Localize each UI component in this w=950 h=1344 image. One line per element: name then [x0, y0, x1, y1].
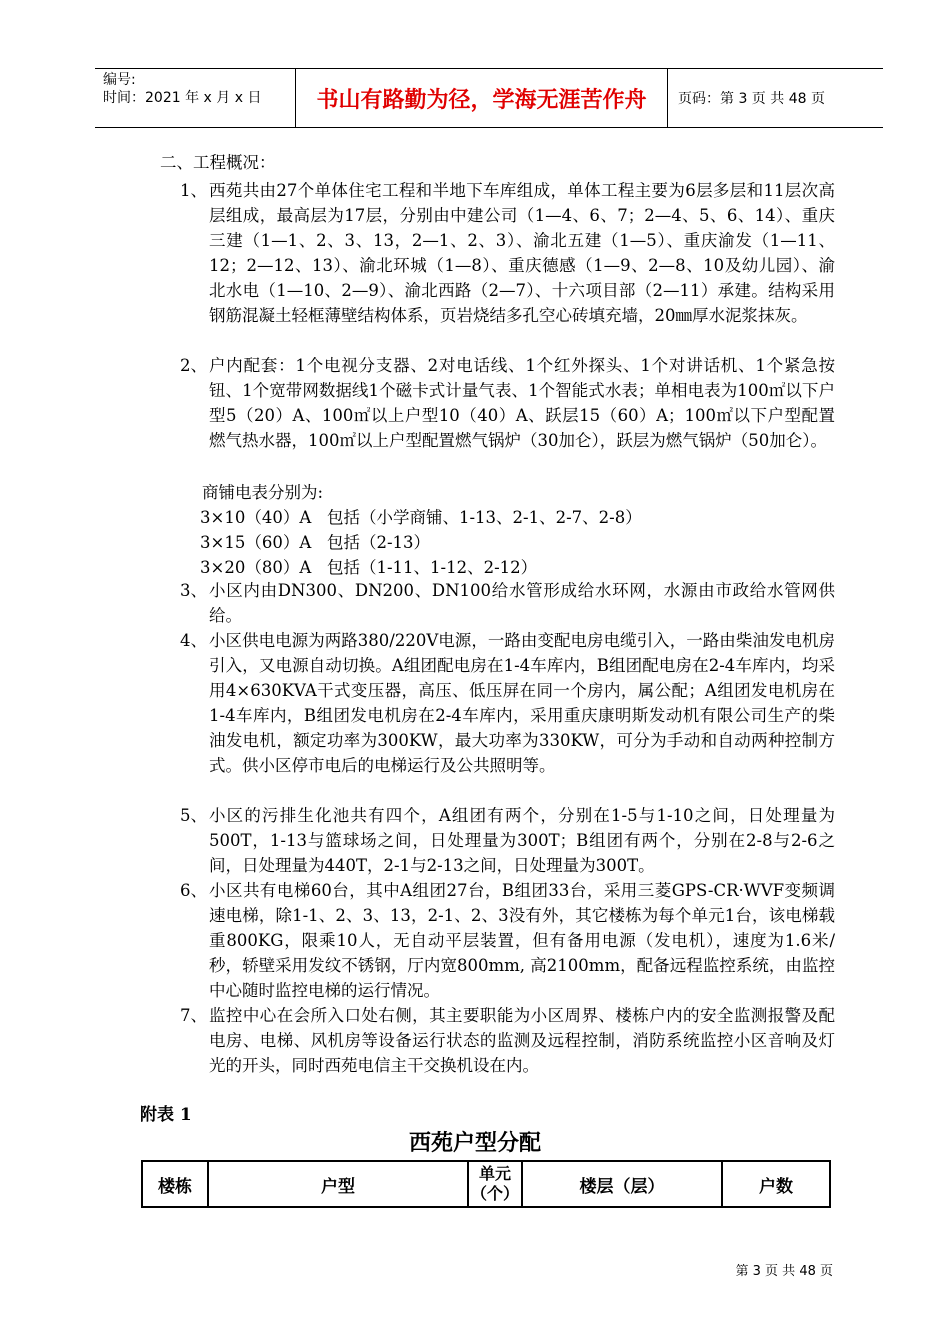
- item-number: 1、: [180, 181, 207, 200]
- shop-meter-line: 3×20（80）A 包括（1-11、1-12、2-12）: [200, 558, 538, 577]
- item-number: 4、: [180, 631, 207, 650]
- page-header: [95, 68, 883, 128]
- list-item: [180, 353, 835, 453]
- item-number: 3、: [180, 581, 207, 600]
- unit-allocation-table: [141, 1160, 831, 1208]
- column-header: 户型: [208, 1161, 468, 1207]
- list-item: [180, 803, 835, 878]
- item-text: 小区的污排生化池共有四个，A组团有两个，分别在1-5与1-10之间，日处理量为500T，1-13与篮球场之间，日处理量为300T；B组团有两个，分别在2-8与2-6之间，日处理量为440T，2-1与2-13之间，日处理量为300T。: [209, 806, 835, 875]
- item-text: 监控中心在会所入口处右侧，其主要职能为小区周界、楼栋户内的安全监测报警及配电房、电梯、风机房等设备运行状态的监测及远程控制，消防系统监控小区音响及灯光的开头，同时西苑电信主干交换机设在内。: [209, 1006, 835, 1075]
- item-text: 小区共有电梯60台，其中A组团27台，B组团33台，采用三菱GPS-CR·WVF变频调速电梯，除1-1、2、3、13，2-1、2、3没有外，其它楼栋为每个单元1台，该电梯载重800KG，限乘10人，无自动平层装置，但有备用电源（发电机），速度为1.6米/秒，轿壁采用发纹不锈钢，厅内宽800mm, 高2100mm，配备远程监控系统，由监控中心随时监控电梯的运行情况。: [209, 881, 835, 1000]
- table-header-row: [142, 1161, 830, 1207]
- item-text: 西苑共由27个单体住宅工程和半地下车库组成，单体工程主要为6层多层和11层次高层组成，最高层为17层，分别由中建公司（1—4、6、7；2—4、5、6、14）、重庆三建（1—1、2、3、13，2—1、2、3）、渝北五建（1—5）、重庆渝发（1—11、12；2—12、13）、渝北环城（1—8）、重庆德感（1—9、2—8、10及幼儿园）、渝北水电（1—10、2—9）、渝北西路（2—7）、十六项目部（2—11）承建。结构采用钢筋混凝土轻框薄壁结构体系，页岩烧结多孔空心砖填充墙，20㎜厚水泥浆抹灰。: [209, 181, 835, 325]
- list-item: [180, 178, 835, 328]
- code-label: 编号:: [103, 72, 136, 88]
- item-number: 5、: [180, 806, 207, 825]
- column-header: 楼层（层）: [522, 1161, 722, 1207]
- column-header: 楼栋: [142, 1161, 208, 1207]
- item-text: 小区供电电源为两路380/220V电源，一路由变配电房电缆引入，一路由柴油发电机房引入，又电源自动切换。A组团配电房在1-4车库内，B组团配电房在2-4车库内，均采用4×630KVA干式变压器，高压、低压屏在同一个房内，属公配；A组团发电机房在1-4车库内，B组团发电机房在2-4车库内，采用重庆康明斯发动机有限公司生产的柴油发电机，额定功率为300KW，最大功率为330KW，可分为手动和自动两种控制方式。供小区停市电后的电梯运行及公共照明等。: [209, 631, 835, 775]
- table-title: 西苑户型分配: [408, 1131, 541, 1156]
- item-text: 户内配套：1个电视分支器、2对电话线、1个红外探头、1个对讲话机、1个紧急按钮、1个宽带网数据线1个磁卡式计量气表、1个智能式水表；单相电表为100㎡以下户型5（20）A、100㎡以上户型10（40）A、跃层15（60）A；100㎡以下户型配置燃气热水器，100㎡以上户型配置燃气锅炉（30加仑），跃层为燃气锅炉（50加仑）。: [209, 356, 835, 450]
- list-item: [180, 578, 835, 628]
- time-label: 时间：2021 年 x 月 x 日: [103, 90, 262, 106]
- header-info: [95, 69, 295, 127]
- shop-meter-line: 3×15（60）A 包括（2-13）: [200, 533, 431, 552]
- section-title: 二、工程概况：: [160, 153, 276, 172]
- item-number: 7、: [180, 1006, 207, 1025]
- list-item: [180, 1003, 835, 1078]
- header-motto: 书山有路勤为径，学海无涯苦作舟: [295, 69, 668, 127]
- shop-meter-title: 商铺电表分别为:: [202, 483, 324, 502]
- column-header: 户数: [722, 1161, 830, 1207]
- page-footer: 第 3 页 共 48 页: [735, 1264, 833, 1279]
- header-page-label: 页码：第 3 页 共 48 页: [678, 91, 825, 107]
- item-number: 2、: [180, 356, 207, 375]
- attachment-label: 附表 1: [140, 1105, 192, 1125]
- item-number: 6、: [180, 881, 207, 900]
- column-header: 单元（个）: [468, 1161, 522, 1207]
- item-text: 小区内由DN300、DN200、DN100给水管形成给水环网，水源由市政给水管网供给。: [209, 581, 835, 625]
- shop-meter-line: 3×10（40）A 包括（小学商铺、1-13、2-1、2-7、2-8）: [200, 508, 642, 527]
- list-item: [180, 628, 835, 778]
- list-item: [180, 878, 835, 1003]
